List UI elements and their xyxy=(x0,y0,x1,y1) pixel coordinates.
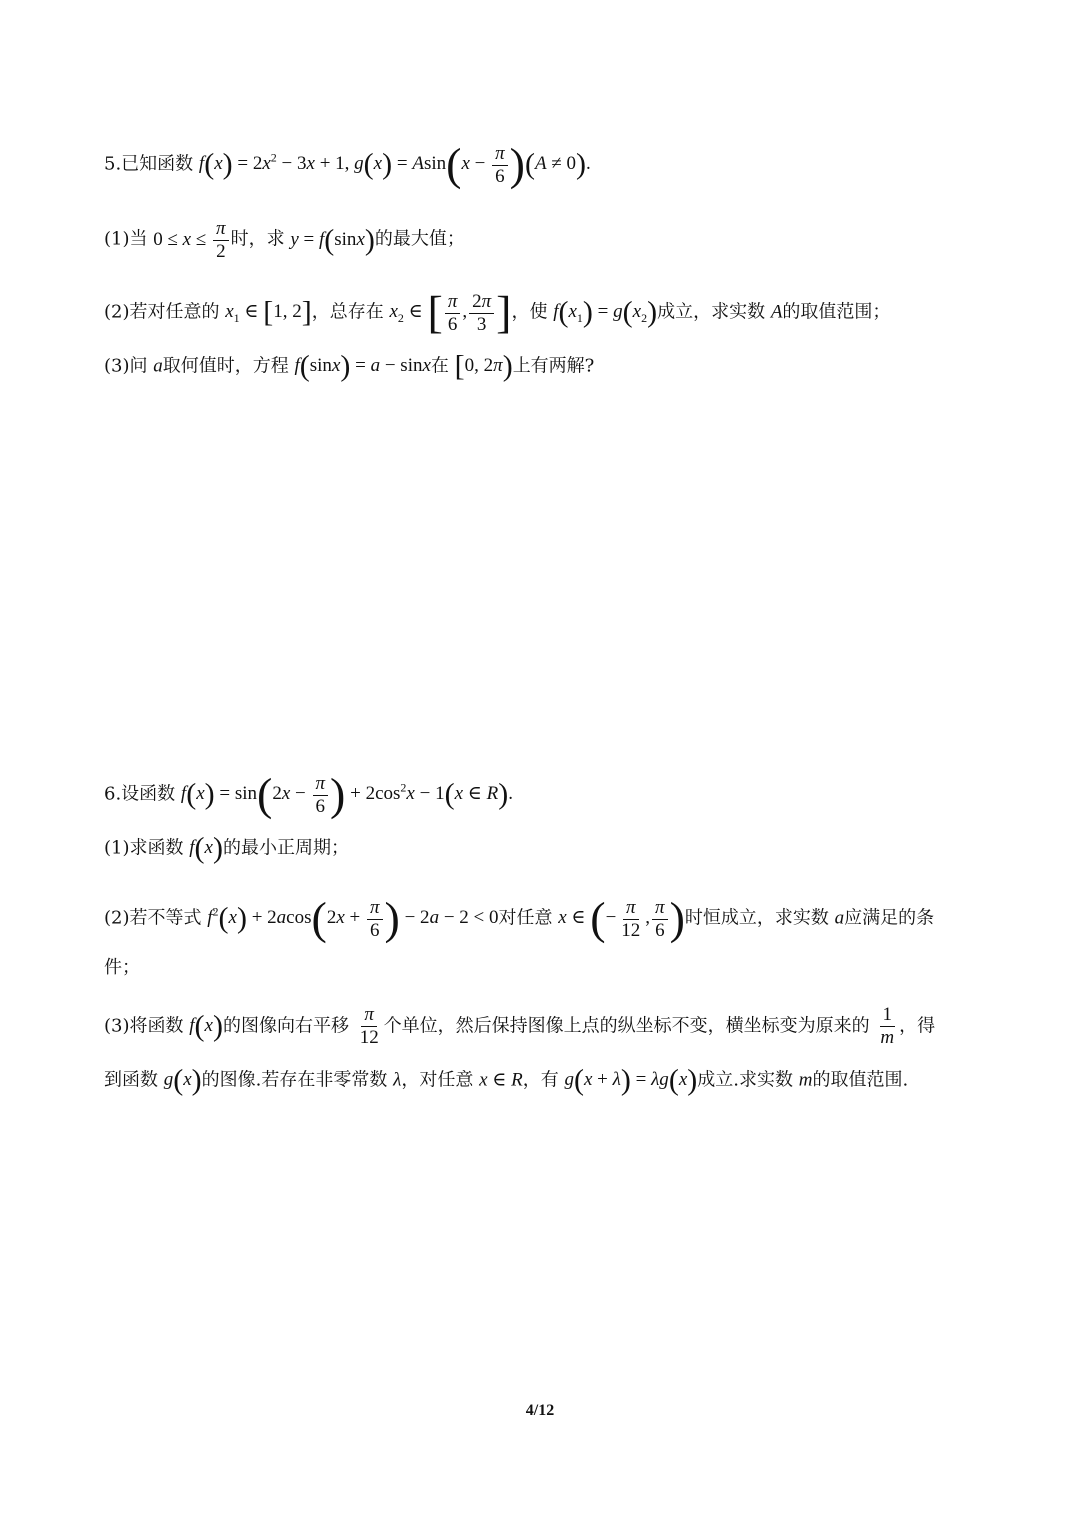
problem5-part3: (3)问 a取何值时，方程 f(sinx) = a − sinx在 [0, 2π)上有两解? xyxy=(104,350,595,383)
problem6-f-definition: f(x) = sin(2x − $\frac{\pi}{6}$ ) + $2\cos^2x - 1(x$ ∈ R). xyxy=(180,769,513,820)
problem5-part2: (2)若对任意的 $x_1$ ∈ [1, 2]，总存在 $x_2$ ∈ [ $\frac{\pi}{6}$ , $\frac{2\pi}{3}$ ]，使 $f(x_1) = g(x_2)$成立，求实数 A的取值范围； xyxy=(104,287,891,338)
problem5-p2-x2-range: $x_2$ ∈ [ $\frac{\pi}{6}$ , $\frac{2\pi}{3}$ ] xyxy=(389,287,512,338)
problem6-part3-continuation: 到函数 g(x)的图像.若存在非零常数 λ，对任意 x ∈ R，有 g(x + λ) = λg(x)成立.求实数 m的取值范围. xyxy=(104,1064,909,1097)
problem5-p1-expression: y = f(sinx) xyxy=(290,223,375,257)
problem6-statement xyxy=(104,769,984,820)
problem6-part3: (3)将函数 f(x)的图像向右平移 $\frac{\pi}{12}$ 个单位，然后保持图像上点的纵坐标不变，横坐标变为原来的 $\frac{1}{m}$ ，得 xyxy=(104,1004,936,1048)
problem6-part2: (2)若不等式 $f^2(x) + 2acos(2x$ + $\frac{\pi}{6}$ ) − 2a − 2 < 0对任意 x ∈ (− $\frac{\pi}{12}$ , $\frac{\pi}{6}$ )时恒成立，求实数 a应满足的条 xyxy=(104,893,935,944)
problem6-part2-continuation: 件； xyxy=(104,957,140,978)
problem6-p3-functional-equation: g(x + λ) = λg(x) xyxy=(564,1064,698,1097)
problem5-p2-x1-range: $x_1$ ∈ [1, 2] xyxy=(225,296,312,329)
problem5-statement xyxy=(104,139,984,190)
problem5-part1: (1)当 0 ≤ x ≤ $\frac{\pi}{2}$ 时，求 y = f(sinx)的最大值； xyxy=(104,218,465,262)
problem5-intro: 5.已知函数 xyxy=(104,153,194,175)
problem6-p2-interval: x ∈ (− $\frac{\pi}{12}$ , $\frac{\pi}{6}$ ) xyxy=(558,893,685,944)
problem5-p2-equation: $f(x_1) = g(x_2)$ xyxy=(553,296,658,329)
problem6-p3-shift: $\frac{\pi}{12}$ xyxy=(359,1004,379,1048)
problem6-p3-scale: $\frac{1}{m}$ xyxy=(880,1004,895,1048)
problem5-f-definition: $f(x) = 2x^2 - 3x + 1$, g(x) = Asin(x − $\frac{\pi}{6}$ )(A ≠ 0). xyxy=(198,139,591,190)
problem5-p3-equation: f(sinx) = a − sinx xyxy=(294,350,431,383)
problem5-p1-condition: 0 ≤ x ≤ $\frac{\pi}{2}$ xyxy=(153,229,230,250)
problem6-p2-inequality: $f^2(x) + 2acos(2x$ + $\frac{\pi}{6}$ ) − 2a − 2 < 0 xyxy=(207,893,499,944)
page-number: 4/12 xyxy=(525,1402,555,1419)
problem6-part1: (1)求函数 f(x)的最小正周期； xyxy=(104,832,349,865)
problem5-p3-interval: [0, 2π) xyxy=(454,350,513,383)
problem6-intro: 6.设函数 xyxy=(104,783,176,805)
